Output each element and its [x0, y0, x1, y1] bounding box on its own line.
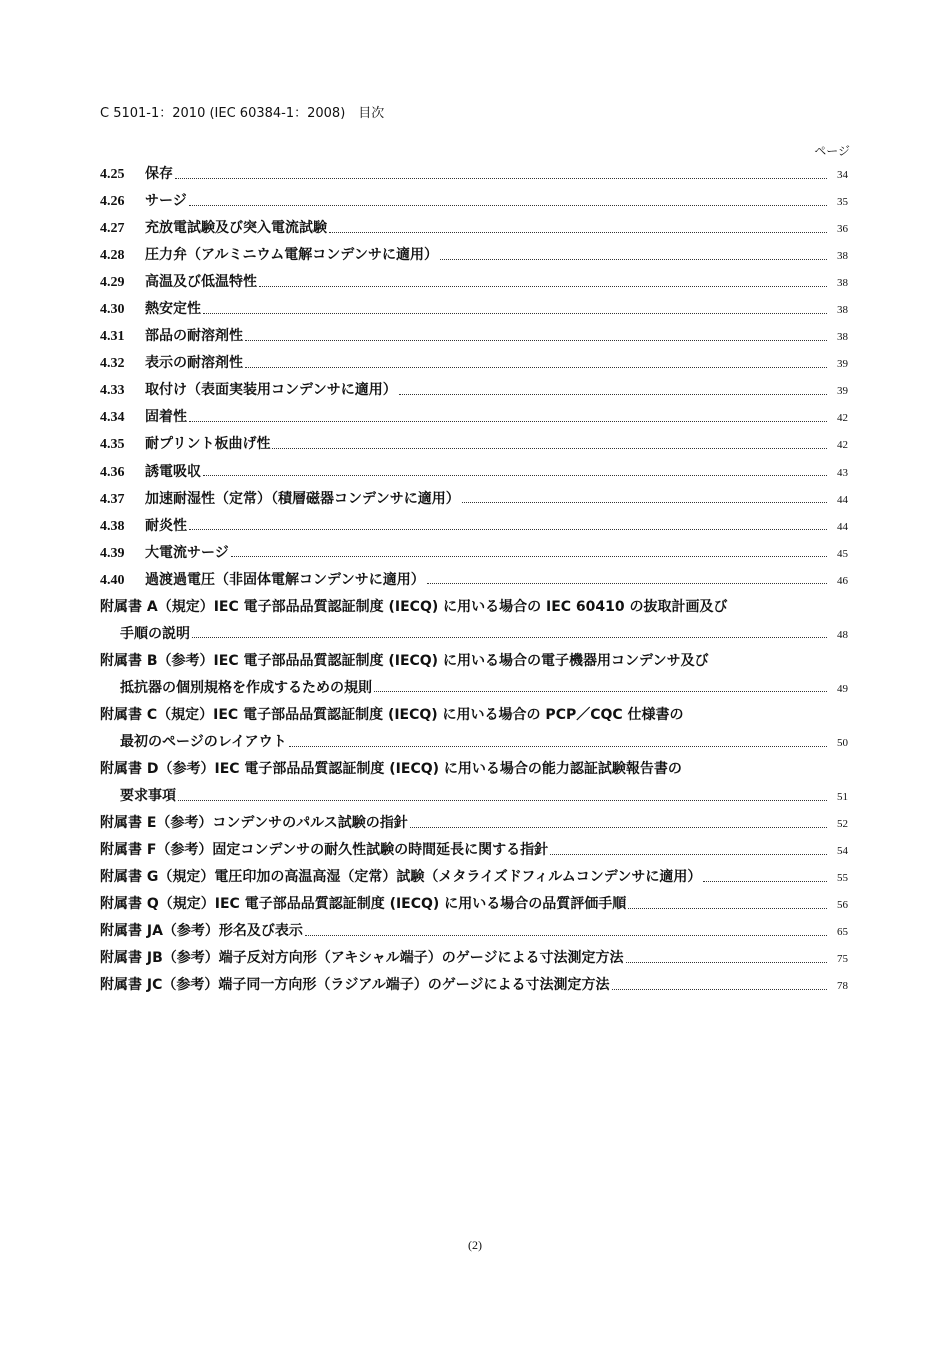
dot-leader — [440, 258, 827, 260]
toc-section-number: 4.32 — [100, 356, 125, 372]
annex-title: 附属書 Q（規定）IEC 電子部品品質認証制度 (IECQ) に用いる場合の品質評価手順 — [100, 896, 627, 913]
dot-leader — [462, 501, 827, 503]
dot-leader — [399, 393, 827, 395]
toc-title: 大電流サージ — [145, 544, 229, 561]
dot-leader — [245, 366, 827, 368]
dot-leader — [192, 636, 827, 638]
dot-leader — [231, 555, 827, 557]
toc-entry — [100, 513, 848, 540]
dot-leader — [203, 474, 827, 476]
toc-title: 高温及び低温特性 — [145, 274, 257, 291]
annex-page-number: 65 — [837, 926, 848, 939]
dot-leader — [550, 853, 827, 855]
annex-title-line-2: 抵抗器の個別規格を作成するための規則 — [120, 679, 372, 696]
toc-section-number: 4.31 — [100, 329, 125, 345]
annex-entry — [100, 918, 848, 945]
toc-entry — [100, 350, 848, 377]
table-of-contents — [100, 161, 848, 999]
annex-title: 附属書 JA（参考）形名及び表示 — [100, 923, 303, 940]
toc-entry — [100, 188, 848, 215]
annex-title: 附属書 G（規定）電圧印加の高温高湿（定常）試験（メタライズドフィルムコンデンサに適用） — [100, 869, 702, 886]
annex-entry — [100, 864, 848, 891]
annex-page-number: 54 — [837, 845, 848, 858]
toc-section-number: 4.40 — [100, 572, 125, 588]
annex-entry — [100, 702, 848, 756]
toc-page-number: 34 — [837, 169, 848, 181]
dot-leader — [305, 934, 827, 936]
page-column-label: ページ — [814, 144, 850, 158]
toc-title: サージ — [145, 193, 187, 210]
annex-entry — [100, 972, 848, 999]
toc-section-number: 4.39 — [100, 545, 125, 561]
annex-entry — [100, 837, 848, 864]
annex-title: 附属書 E（参考）コンデンサのパルス試験の指針 — [100, 815, 408, 832]
toc-section-number: 4.29 — [100, 275, 125, 291]
toc-entry — [100, 540, 848, 567]
toc-section-number: 4.37 — [100, 491, 125, 507]
annex-title-line-2: 最初のページのレイアウト — [120, 733, 287, 750]
toc-section-number: 4.26 — [100, 194, 125, 210]
toc-page-number: 44 — [837, 520, 848, 533]
dot-leader — [427, 582, 827, 584]
toc-title: 圧力弁（アルミニウム電解コンデンサに適用） — [145, 247, 439, 264]
annex-entry — [100, 756, 848, 810]
toc-entry — [100, 269, 848, 296]
dot-leader — [259, 285, 827, 287]
dot-leader — [178, 799, 827, 801]
toc-page-number: 39 — [837, 385, 848, 398]
dot-leader — [245, 339, 827, 341]
dot-leader — [612, 988, 827, 990]
dot-leader — [374, 690, 827, 692]
annex-title-line-1: 附属書 A（規定）IEC 電子部品品質認証制度 (IECQ) に用いる場合の IEC 60410 の抜取計画及び — [100, 598, 728, 615]
annex-page-number: 51 — [837, 791, 848, 804]
annex-page-number: 50 — [837, 736, 848, 749]
toc-page-number: 36 — [837, 223, 848, 236]
annex-page-number: 49 — [837, 682, 848, 695]
toc-page-number: 39 — [837, 358, 848, 371]
toc-section-number: 4.38 — [100, 518, 125, 534]
toc-section-number: 4.34 — [100, 410, 125, 426]
annex-entry — [100, 594, 848, 648]
toc-section-number: 4.27 — [100, 221, 125, 237]
toc-entry — [100, 242, 848, 269]
toc-section-number: 4.30 — [100, 302, 125, 318]
toc-title: 耐プリント板曲げ性 — [145, 436, 271, 453]
toc-title: 充放電試験及び突入電流試験 — [145, 220, 327, 237]
toc-entry — [100, 459, 848, 486]
toc-page-number: 44 — [837, 493, 848, 506]
toc-entry — [100, 323, 848, 350]
toc-page-number: 38 — [837, 277, 848, 290]
dot-leader — [175, 177, 827, 179]
toc-entry — [100, 215, 848, 242]
annex-page-number: 52 — [837, 818, 848, 831]
toc-page-number: 35 — [837, 196, 848, 209]
annex-entry — [100, 945, 848, 972]
toc-page-number: 42 — [837, 439, 848, 452]
dot-leader — [289, 745, 827, 747]
toc-page-number: 43 — [837, 466, 848, 479]
annex-title-line-1: 附属書 D（参考）IEC 電子部品品質認証制度 (IECQ) に用いる場合の能力認証試験報告書の — [100, 761, 682, 778]
toc-entry — [100, 404, 848, 431]
toc-section-number: 4.28 — [100, 248, 125, 264]
toc-page-number: 38 — [837, 304, 848, 317]
toc-entry — [100, 377, 848, 404]
toc-section-number: 4.36 — [100, 464, 125, 480]
dot-leader — [329, 231, 827, 233]
annex-title-line-2: 要求事項 — [120, 788, 176, 805]
annex-page-number: 55 — [837, 872, 848, 885]
dot-leader — [272, 447, 827, 449]
toc-page-number: 38 — [837, 331, 848, 344]
dot-leader — [626, 961, 828, 963]
annex-title: 附属書 JC（参考）端子同一方向形（ラジアル端子）のゲージによる寸法測定方法 — [100, 977, 610, 994]
toc-title: 保存 — [145, 166, 173, 182]
toc-page-number: 46 — [837, 574, 848, 587]
toc-entry — [100, 486, 848, 513]
toc-title: 固着性 — [145, 409, 187, 426]
dot-leader — [189, 420, 827, 422]
dot-leader — [628, 907, 827, 909]
toc-page-number: 45 — [837, 547, 848, 560]
annex-page-number: 48 — [837, 628, 848, 641]
toc-title: 取付け（表面実装用コンデンサに適用） — [145, 382, 397, 399]
toc-section-number: 4.33 — [100, 383, 125, 399]
dot-leader — [703, 880, 827, 882]
annex-title-line-1: 附属書 C（規定）IEC 電子部品品質認証制度 (IECQ) に用いる場合の PCP／CQC 仕様書の — [100, 706, 684, 723]
toc-section-number: 4.25 — [100, 167, 125, 182]
toc-title: 部品の耐溶剤性 — [145, 328, 243, 345]
toc-entry — [100, 431, 848, 458]
dot-leader — [203, 312, 827, 314]
annex-entry — [100, 648, 848, 702]
dot-leader — [189, 528, 827, 530]
toc-entry — [100, 567, 848, 594]
dot-leader — [189, 204, 827, 206]
annex-title: 附属書 F（参考）固定コンデンサの耐久性試験の時間延長に関する指針 — [100, 842, 549, 859]
annex-entry — [100, 891, 848, 918]
annex-entry — [100, 810, 848, 837]
annex-title-line-2: 手順の説明 — [120, 625, 190, 642]
annex-page-number: 56 — [837, 899, 848, 912]
annex-title: 附属書 JB（参考）端子反対方向形（アキシャル端子）のゲージによる寸法測定方法 — [100, 950, 624, 967]
toc-title: 過渡過電圧（非固体電解コンデンサに適用） — [145, 571, 425, 588]
toc-entry — [100, 296, 848, 323]
toc-page-number: 42 — [837, 412, 848, 425]
annex-title-line-1: 附属書 B（参考）IEC 電子部品品質認証制度 (IECQ) に用いる場合の電子機器用コンデンサ及び — [100, 652, 709, 669]
toc-title: 耐炎性 — [145, 517, 187, 534]
toc-title: 表示の耐溶剤性 — [145, 355, 243, 372]
document-header: C 5101-1：2010 (IEC 60384-1：2008) 目次 — [100, 106, 385, 121]
annex-page-number: 78 — [837, 980, 848, 993]
dot-leader — [410, 826, 827, 828]
toc-title: 誘電吸収 — [145, 463, 201, 480]
page-number: (2) — [468, 1238, 482, 1252]
toc-section-number: 4.35 — [100, 437, 125, 453]
toc-entry — [100, 161, 848, 188]
toc-title: 加速耐湿性（定常）（積層磁器コンデンサに適用） — [145, 490, 460, 507]
toc-title: 熱安定性 — [145, 301, 201, 318]
annex-page-number: 75 — [837, 953, 848, 966]
toc-page-number: 38 — [837, 250, 848, 263]
